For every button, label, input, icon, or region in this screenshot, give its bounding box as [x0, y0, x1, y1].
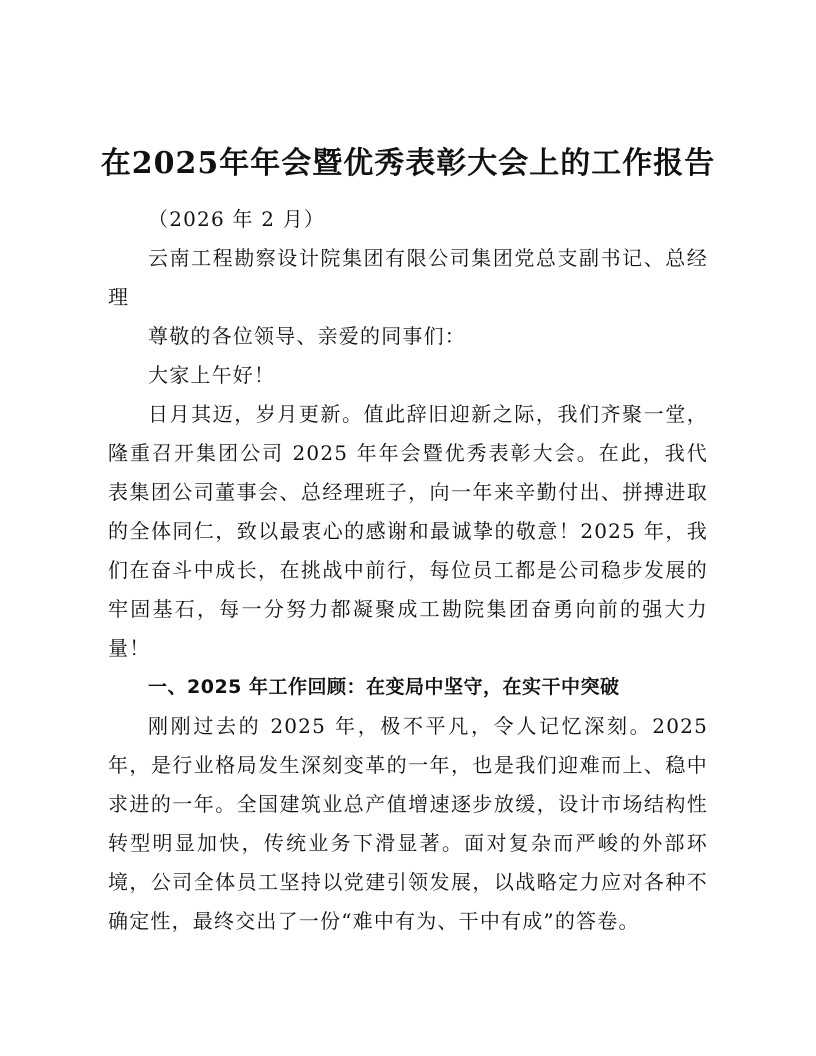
intro-paragraph: 日月其迈，岁月更新。值此辞旧迎新之际，我们齐聚一堂，隆重召开集团公司 2025 年年会暨优秀表彰大会。在此，我代表集团公司董事会、总经理班子，向一年来辛勤付出、拼搏进取的全体同仁，致以最衷心的感谢和最诚挚的敬意！2025 年，我们在奋斗中成长，在挑战中前行，每位员工都是公司稳步发展的牢固基石，每一分努力都凝聚成工勘院集团奋勇向前的强大力量！ [108, 402, 708, 660]
greeting: 大家上午好！ [148, 363, 276, 387]
document-title: 在2025年年会暨优秀表彰大会上的工作报告 [100, 146, 716, 181]
section-heading: 一、2025 年工作回顾：在变局中坚守，在实干中突破 [148, 676, 620, 698]
author-line: 云南工程勘察设计院集团有限公司集团党总支副书记、总经理 [108, 246, 708, 309]
report-date: （2026 年 2 月） [148, 207, 326, 231]
section-paragraph: 刚刚过去的 2025 年，极不平凡，令人记忆深刻。2025 年，是行业格局发生深刻变革的一年，也是我们迎难而上、稳中求进的一年。全国建筑业总产值增速逐步放缓，设计市场结构性转型明显加快，传统业务下滑显著。面对复杂而严峻的外部环境，公司全体员工坚持以党建引领发展，以战略定力应对各种不确定性，最终交出了一份“难中有为、干中有成”的答卷。 [108, 714, 708, 933]
document-body [108, 200, 708, 941]
salutation: 尊敬的各位领导、亲爱的同事们： [148, 324, 466, 348]
